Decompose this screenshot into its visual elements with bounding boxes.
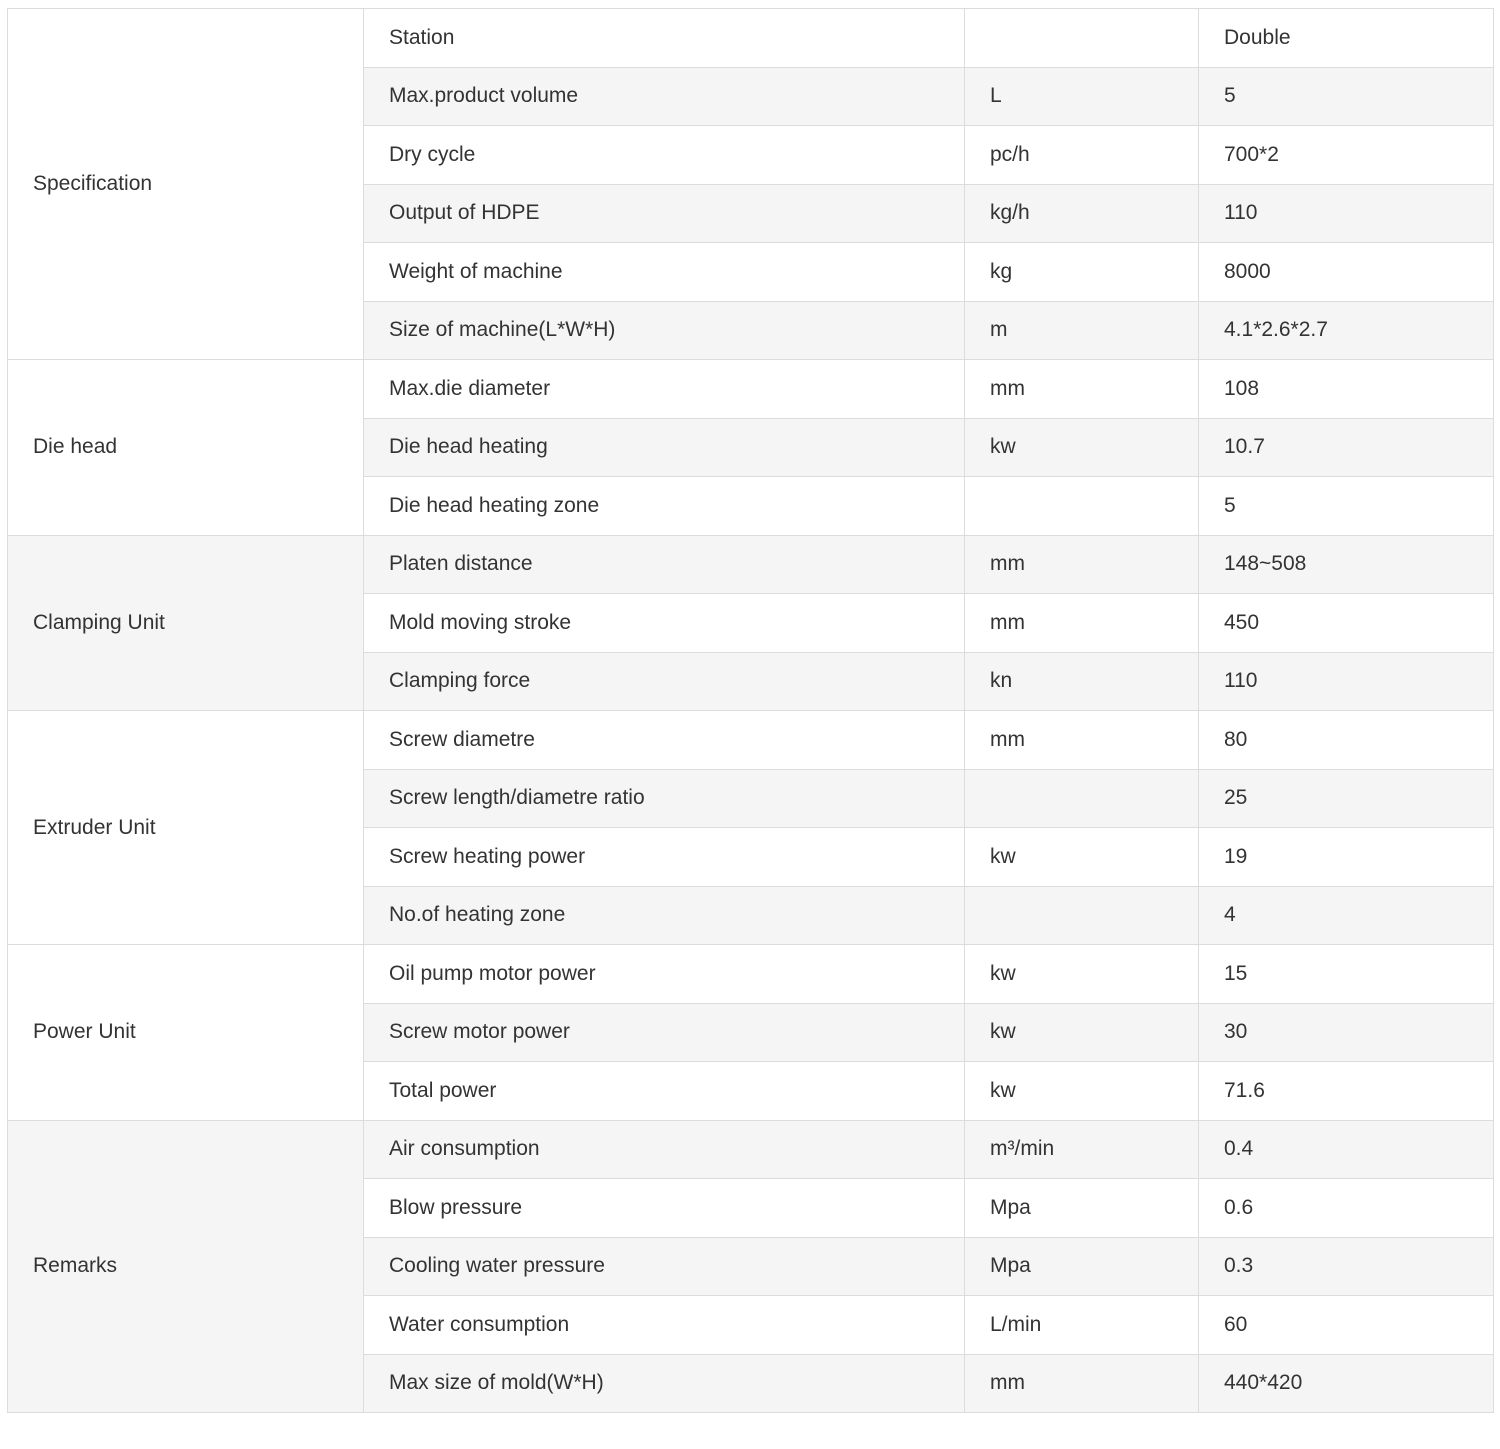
group-label: Extruder Unit (8, 711, 364, 945)
value-cell: 5 (1199, 477, 1494, 536)
value-cell: 71.6 (1199, 1062, 1494, 1121)
value-cell: 110 (1199, 652, 1494, 711)
value-cell: 148~508 (1199, 535, 1494, 594)
group-label: Remarks (8, 1120, 364, 1413)
table-row (8, 535, 1494, 594)
value-cell: 10.7 (1199, 418, 1494, 477)
table-row (8, 360, 1494, 419)
unit-cell: kw (965, 945, 1199, 1004)
value-cell: 110 (1199, 184, 1494, 243)
group-label: Clamping Unit (8, 535, 364, 711)
unit-cell: mm (965, 594, 1199, 653)
unit-cell (965, 477, 1199, 536)
table-row (8, 945, 1494, 1004)
group-label: Power Unit (8, 945, 364, 1121)
value-cell: 450 (1199, 594, 1494, 653)
unit-cell (965, 9, 1199, 68)
value-cell: 0.3 (1199, 1237, 1494, 1296)
parameter-cell: Max.die diameter (364, 360, 965, 419)
parameter-cell: Max size of mold(W*H) (364, 1354, 965, 1413)
parameter-cell: Output of HDPE (364, 184, 965, 243)
unit-cell: kg (965, 243, 1199, 302)
value-cell: 0.6 (1199, 1179, 1494, 1238)
spec-table-body (8, 9, 1494, 1413)
table-row (8, 711, 1494, 770)
group-label: Specification (8, 9, 364, 360)
parameter-cell: Clamping force (364, 652, 965, 711)
value-cell: 108 (1199, 360, 1494, 419)
parameter-cell: Size of machine(L*W*H) (364, 301, 965, 360)
spec-table (7, 8, 1494, 1413)
value-cell: 19 (1199, 828, 1494, 887)
value-cell: 4.1*2.6*2.7 (1199, 301, 1494, 360)
value-cell: 60 (1199, 1296, 1494, 1355)
unit-cell: m³/min (965, 1120, 1199, 1179)
value-cell: Double (1199, 9, 1494, 68)
unit-cell: kn (965, 652, 1199, 711)
parameter-cell: Screw motor power (364, 1003, 965, 1062)
parameter-cell: Screw diametre (364, 711, 965, 770)
unit-cell: L (965, 67, 1199, 126)
unit-cell: kw (965, 1003, 1199, 1062)
parameter-cell: Water consumption (364, 1296, 965, 1355)
value-cell: 4 (1199, 886, 1494, 945)
parameter-cell: Oil pump motor power (364, 945, 965, 1004)
unit-cell: mm (965, 360, 1199, 419)
unit-cell: kw (965, 1062, 1199, 1121)
value-cell: 25 (1199, 769, 1494, 828)
unit-cell: L/min (965, 1296, 1199, 1355)
parameter-cell: Air consumption (364, 1120, 965, 1179)
parameter-cell: Screw length/diametre ratio (364, 769, 965, 828)
value-cell: 700*2 (1199, 126, 1494, 185)
value-cell: 80 (1199, 711, 1494, 770)
unit-cell (965, 769, 1199, 828)
parameter-cell: Total power (364, 1062, 965, 1121)
value-cell: 5 (1199, 67, 1494, 126)
unit-cell: kw (965, 828, 1199, 887)
unit-cell: pc/h (965, 126, 1199, 185)
unit-cell: mm (965, 1354, 1199, 1413)
group-label: Die head (8, 360, 364, 536)
parameter-cell: Mold moving stroke (364, 594, 965, 653)
unit-cell: Mpa (965, 1237, 1199, 1296)
value-cell: 440*420 (1199, 1354, 1494, 1413)
unit-cell: kg/h (965, 184, 1199, 243)
parameter-cell: Station (364, 9, 965, 68)
unit-cell: mm (965, 711, 1199, 770)
parameter-cell: Blow pressure (364, 1179, 965, 1238)
parameter-cell: Platen distance (364, 535, 965, 594)
parameter-cell: No.of heating zone (364, 886, 965, 945)
parameter-cell: Screw heating power (364, 828, 965, 887)
value-cell: 8000 (1199, 243, 1494, 302)
parameter-cell: Cooling water pressure (364, 1237, 965, 1296)
value-cell: 0.4 (1199, 1120, 1494, 1179)
value-cell: 30 (1199, 1003, 1494, 1062)
unit-cell: m (965, 301, 1199, 360)
unit-cell: mm (965, 535, 1199, 594)
parameter-cell: Die head heating zone (364, 477, 965, 536)
table-row (8, 9, 1494, 68)
unit-cell (965, 886, 1199, 945)
parameter-cell: Weight of machine (364, 243, 965, 302)
table-row (8, 1120, 1494, 1179)
parameter-cell: Die head heating (364, 418, 965, 477)
unit-cell: kw (965, 418, 1199, 477)
unit-cell: Mpa (965, 1179, 1199, 1238)
parameter-cell: Dry cycle (364, 126, 965, 185)
parameter-cell: Max.product volume (364, 67, 965, 126)
value-cell: 15 (1199, 945, 1494, 1004)
